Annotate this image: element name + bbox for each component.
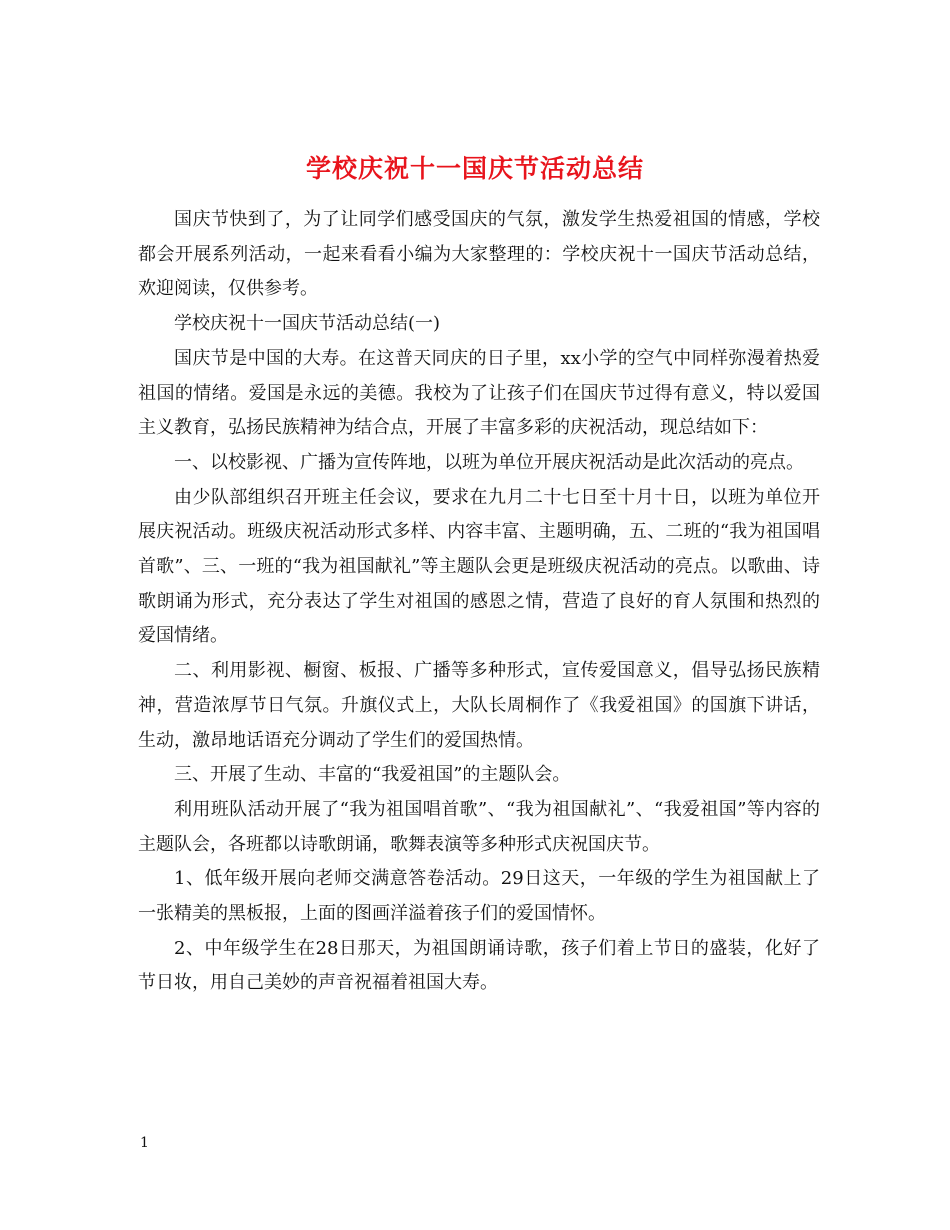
paragraph: 利用班队活动开展了“我为祖国唱首歌”、“我为祖国献礼”、“我爱祖国”等内容的主题队会，各班都以诗歌朗诵，歌舞表演等多种形式庆祝国庆节。 bbox=[138, 798, 820, 855]
paragraph-point-1: 一、以校影视、广播为宣传阵地，以班为单位开展庆祝活动是此次活动的亮点。 bbox=[174, 451, 804, 473]
paragraph-point-3: 三、开展了生动、丰富的“我爱祖国”的主题队会。 bbox=[174, 764, 571, 786]
paragraph: 由少队部组织召开班主任会议，要求在九月二十七日至十月十日，以班为单位开展庆祝活动。班级庆祝活动形式多样、内容丰富、主题明确，五、二班的“我为祖国唱首歌”、三、一班的“我为祖国献礼”等主题队会更是班级庆祝活动的亮点。以歌曲、诗歌朗诵为形式，充分表达了学生对祖国的感恩之情，营造了良好的育人氛围和热烈的爱国情绪。 bbox=[138, 486, 820, 647]
paragraph-item-2: 2、中年级学生在28日那天，为祖国朗诵诗歌，孩子们着上节日的盛装，化好了节日妆，用自己美妙的声音祝福着祖国大寿。 bbox=[138, 937, 820, 994]
document-title: 学校庆祝十一国庆节活动总结 bbox=[305, 153, 644, 183]
paragraph-point-2: 二、利用影视、橱窗、板报、广播等多种形式，宣传爱国意义，倡导弘扬民族精神，营造浓厚节日气氛。升旗仪式上，大队长周桐作了《我爱祖国》的国旗下讲话，生动，激昂地话语充分调动了学生们的爱国热情。 bbox=[138, 660, 820, 751]
paragraph-intro: 国庆节快到了，为了让同学们感受国庆的气氛，激发学生热爱祖国的情感，学校都会开展系列活动，一起来看看小编为大家整理的：学校庆祝十一国庆节活动总结，欢迎阅读，仅供参考。 bbox=[138, 209, 820, 300]
paragraph-item-1: 1、低年级开展向老师交满意答卷活动。29日这天，一年级的学生为祖国献上了一张精美的黑板报，上面的图画洋溢着孩子们的爱国情怀。 bbox=[138, 868, 820, 925]
document-body bbox=[138, 203, 820, 1001]
page-number: 1 bbox=[140, 1135, 149, 1151]
paragraph: 国庆节是中国的大寿。在这普天同庆的日子里，xx小学的空气中同样弥漫着热爱祖国的情绪。爱国是永远的美德。我校为了让孩子们在国庆节过得有意义，特以爱国主义教育，弘扬民族精神为结合点，开展了丰富多彩的庆祝活动，现总结如下： bbox=[138, 347, 820, 439]
section-heading: 学校庆祝十一国庆节活动总结(一) bbox=[174, 313, 441, 335]
